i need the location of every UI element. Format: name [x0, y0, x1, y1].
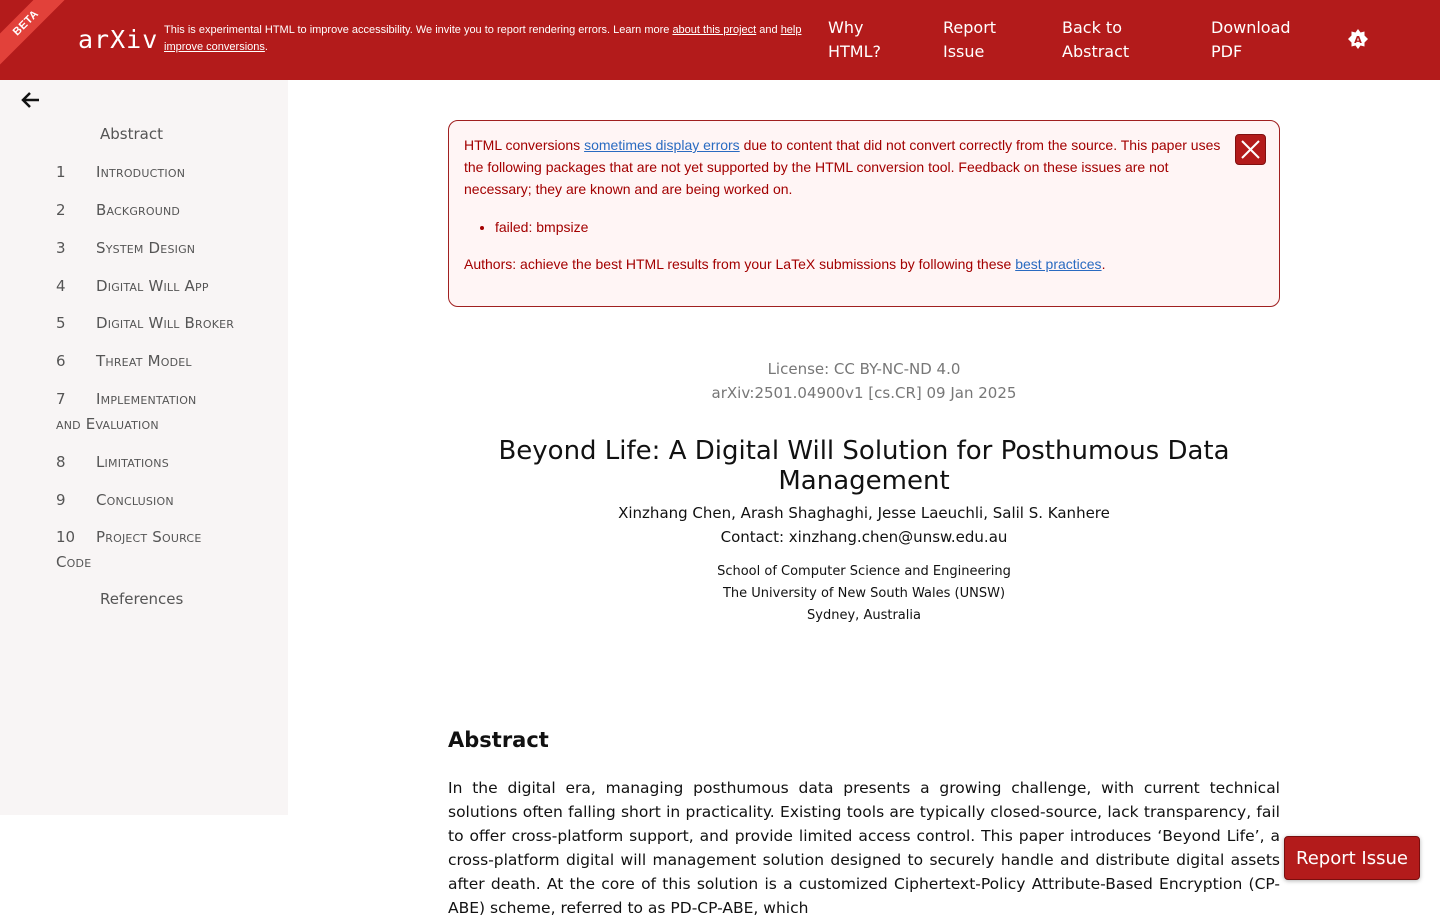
warning-text-b: due to content that did not convert correctly from the source. This paper uses the following packages that are not yet supported by the HTML conversion tool. Feedback on these issues are not necessary; they are known and are being worked on. [464, 137, 1221, 197]
close-icon [1236, 135, 1265, 164]
toc-item-introduction[interactable] [56, 160, 276, 185]
best-practices-link[interactable]: best practices [1015, 256, 1102, 272]
logo-text: arXiv [78, 25, 159, 54]
toc-num: 1 [56, 163, 66, 181]
banner-text-1: This is experimental HTML to improve accessibility. We invite you to report rendering errors. Learn more [164, 24, 673, 36]
toc-item-digital-will-broker[interactable] [56, 311, 276, 336]
affiliation-line: The University of New South Wales (UNSW) [722, 586, 1006, 601]
display-errors-link[interactable]: sometimes display errors [584, 137, 740, 153]
authors-note [464, 253, 1264, 275]
toc-label: Conclusion [96, 491, 174, 509]
report-issue-button[interactable]: Report Issue [1284, 836, 1420, 880]
toc-label: Project Source [96, 528, 202, 546]
paper-title: Beyond Life: A Digital Will Solution for Posthumous Data Management [498, 436, 1230, 496]
arxiv-logo[interactable] [78, 22, 159, 58]
toc-item-conclusion[interactable] [56, 488, 276, 513]
abstract-body: In the digital era, managing posthumous data presents a growing challenge, with current technical solutions often falling short in practicality. Existing tools are typically closed-source, lack transparency, fail to offer cross-platform support, and provide limited access control. This paper introduces ‘Beyond Life’, a cross-platform digital will management solution designed to securely handle and distribute digital assets after death. At the core of this solution is a customized Ciphertext-Policy Attribute-Based Encryption (CP-ABE) scheme, referred to as PD-CP-ABE, which [448, 779, 1280, 917]
failed-packages-list [495, 216, 588, 238]
paper-authors: Xinzhang Chen, Arash Shaghaghi, Jesse Laeuchli, Salil S. Kanhere [618, 504, 1110, 522]
svg-text:A: A [1354, 35, 1362, 46]
toc-item-digital-will-app[interactable] [56, 274, 276, 299]
toc-item-implementation[interactable] [56, 387, 276, 437]
warning-paragraph [464, 134, 1224, 200]
affiliation-line: Sydney, Australia [807, 608, 921, 623]
toc-label: Implementation [96, 390, 197, 408]
beta-ribbon: BETA [0, 0, 76, 73]
toc-abstract[interactable]: Abstract [100, 125, 163, 143]
toc-num: 5 [56, 314, 66, 332]
toc-num: 2 [56, 201, 66, 219]
toc-label: Background [96, 201, 181, 219]
toc-label: Digital Will Broker [96, 314, 235, 332]
toc-num: 4 [56, 277, 66, 295]
failed-package-item: • failed: bmpsize [495, 216, 588, 238]
download-pdf-link[interactable]: Download PDF [1211, 18, 1291, 61]
warning-text-a: HTML conversions [464, 137, 585, 153]
toc-label: Introduction [96, 163, 186, 181]
banner-text-2: and [756, 24, 781, 36]
experimental-banner [164, 22, 814, 56]
arrow-left-icon[interactable] [20, 90, 42, 110]
toc-num: 7 [56, 390, 66, 408]
toc-item-limitations[interactable] [56, 450, 276, 475]
toc-label-line2: and Evaluation [56, 415, 159, 433]
authors-note-end: . [1101, 256, 1106, 272]
back-to-abstract-link[interactable]: Back to Abstract [1062, 18, 1130, 61]
help-improve-link[interactable]: help improve conversions [164, 24, 802, 53]
toc-label: Digital Will App [96, 277, 209, 295]
license-text: License: CC BY-NC-ND 4.0 [767, 360, 961, 378]
toc-num: 3 [56, 239, 66, 257]
abstract-heading: Abstract [448, 728, 549, 752]
toc-item-background[interactable] [56, 198, 276, 223]
conversion-warning-box [448, 120, 1280, 307]
theme-toggle-icon[interactable] [1347, 28, 1369, 50]
toc-sidebar [0, 80, 288, 815]
top-header [0, 0, 1440, 80]
toc-label: Limitations [96, 453, 169, 471]
close-warning-button[interactable] [1235, 134, 1266, 165]
why-html-link[interactable]: Why HTML? [828, 18, 882, 61]
contact-email: Contact: xinzhang.chen@unsw.edu.au [720, 528, 1008, 546]
toc-references[interactable]: References [100, 590, 184, 608]
toc-num: 9 [56, 491, 66, 509]
toc-num: 8 [56, 453, 66, 471]
toc-label-line2: Code [56, 553, 92, 571]
toc-item-system-design[interactable] [56, 236, 276, 261]
about-project-link[interactable]: about this project [672, 24, 757, 36]
toc-label: System Design [96, 239, 196, 257]
toc-label: Threat Model [96, 352, 192, 370]
toc-num: 10 [56, 528, 76, 546]
toc-item-threat-model[interactable] [56, 349, 276, 374]
report-issue-link[interactable]: Report Issue [943, 18, 997, 61]
banner-text-3: . [264, 41, 268, 53]
toc-item-project-source-code[interactable] [56, 525, 276, 575]
arxiv-id: arXiv:2501.04900v1 [cs.CR] 09 Jan 2025 [711, 384, 1017, 402]
toc-num: 6 [56, 352, 66, 370]
authors-note-text: Authors: achieve the best HTML results from your LaTeX submissions by following these [464, 256, 1016, 272]
affiliation-line: School of Computer Science and Engineering [717, 564, 1011, 579]
